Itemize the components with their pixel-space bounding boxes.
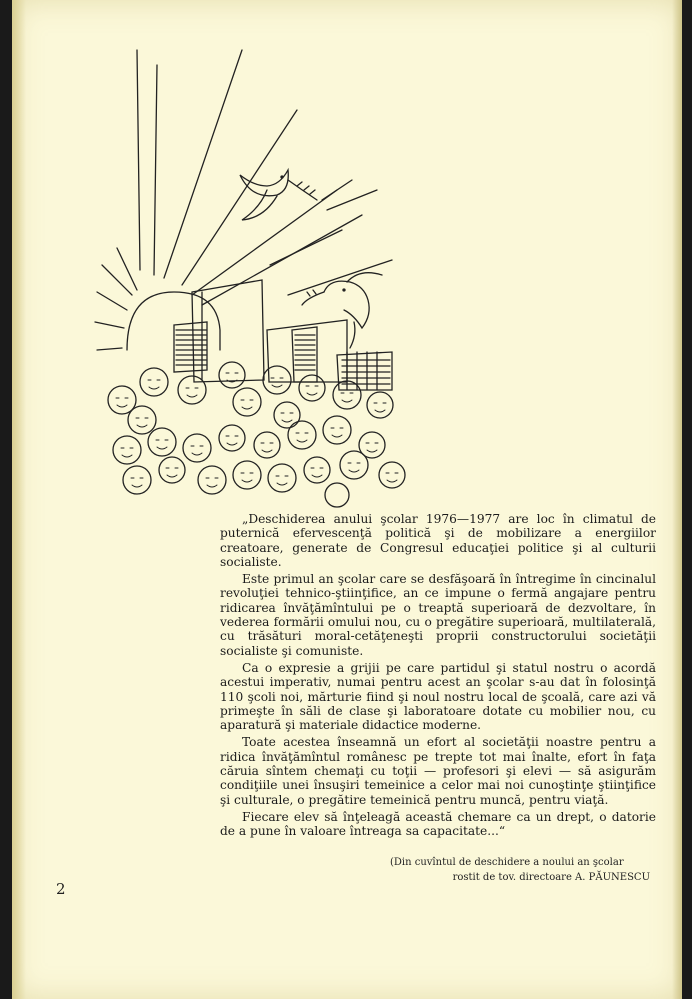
paragraph-1: „Deschiderea anului şcolar 1976—1977 are loc în climatul de puternică efervescenţă politică şi de mobilizare a energiilor creatoare, generate de Congresul educaţiei politice şi al culturii socialiste. [220,512,656,569]
apartment-buildings-icon [174,280,392,390]
attribution-line-2: rostit de tov. directoare A. PĂUNESCU [452,872,650,883]
page-edge-shadow [672,0,682,999]
school-opening-illustration [92,30,422,520]
paragraph-2: Este primul an şcolar care se desfăşoară în întregime în cincinalul revoluţiei tehnico-ştiinţifice, an ce impune o fermă angajare pentru ridicarea învăţămîntului pe o treaptă superioară de dezvoltare, în vederea formării omului nou, cu o pregătire superioară, multilaterală, cu trăsături moral-cetăţeneşti proprii constructorului societăţii socialiste şi comuniste. [220,572,656,658]
page-number: 2 [56,880,66,898]
paragraph-5: Fiecare elev să înţeleagă această chemare ca un drept, o datorie de a pune în valoare întreaga sa capacitate...“ [220,809,656,839]
attribution [390,855,650,885]
book-page [12,0,682,999]
dove-icon [302,273,382,348]
paragraph-4: Toate acestea înseamnă un efort al societăţii noastre pentru a ridica învăţămîntul românesc pe trepte tot mai înalte, efort în faţa căruia sîntem chemaţi cu toţii — profesori şi elevi — să asigurăm condiţiile unei însuşiri temeinice a celor mai noi cunoştinţe ştiinţifice şi culturale, o pregătire temeinică pentru muncă, pentru viaţă. [220,735,656,807]
attribution-line-1: (Din cuvîntul de deschidere a noului an şcolar [390,857,624,868]
speech-quote [220,512,656,839]
paragraph-3: Ca o expresie a grijii pe care partidul şi statul nostru o acordă acestui imperativ, numai pentru acest an şcolar s-au dat în folosinţă 110 şcoli noi, mărturie fiind şi noul nostru local de şcoală, care azi vă primeşte în săli de clase şi laboratoare dotate cu mobilier nou, cu aparatură şi materiale didactice moderne. [220,660,656,733]
